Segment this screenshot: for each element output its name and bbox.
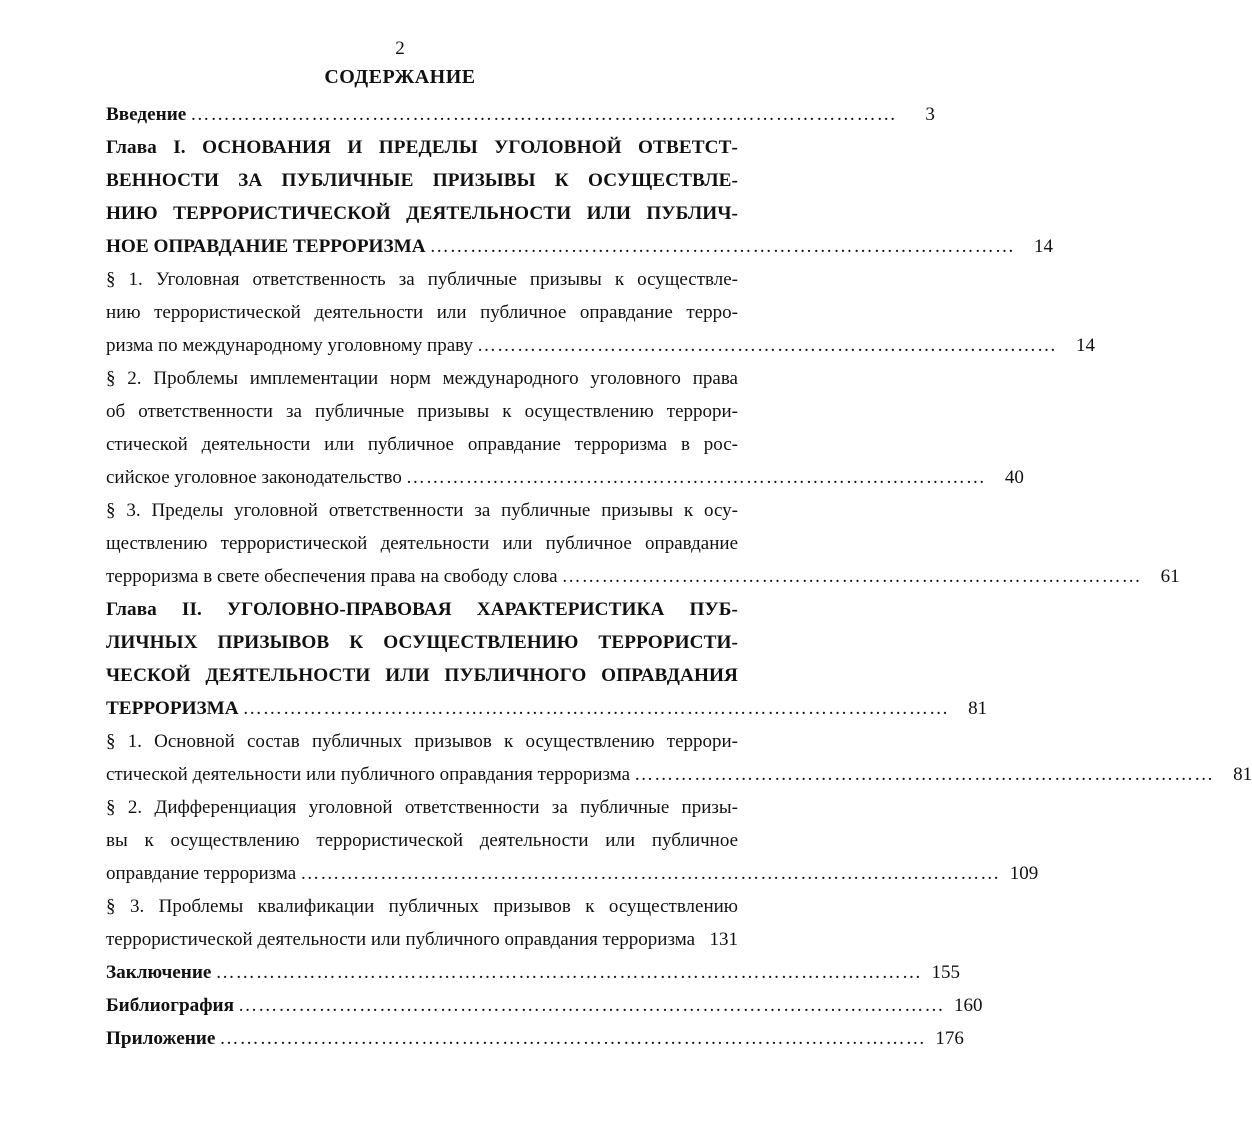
toc-entry-line: ЧЕСКОЙ ДЕЯТЕЛЬНОСТИ ИЛИ ПУБЛИЧНОГО ОПРАВДАНИЯ xyxy=(106,665,738,686)
toc-page-number: 155 xyxy=(931,962,960,983)
toc-entry-chapter-2-section-1[interactable] xyxy=(106,725,1252,791)
toc-entry-line: ществлению террористической деятельности или публичное оправдание xyxy=(106,533,738,554)
toc-entry-line: § 2. Дифференциация уголовной ответственности за публичные призы- xyxy=(106,797,738,818)
toc-entry-line: Глава II. УГОЛОВНО-ПРАВОВАЯ ХАРАКТЕРИСТИКА ПУБ- xyxy=(106,599,738,620)
toc-entry-title: НОЕ ОПРАВДАНИЕ ТЕРРОРИЗМА xyxy=(106,236,426,257)
toc-entry-line: об ответственности за публичные призывы к осуществлению террори- xyxy=(106,401,738,422)
toc-page-number: 61 xyxy=(1160,566,1180,587)
toc-page-number: 14 xyxy=(1075,335,1095,356)
dot-leader: …………………………………………………………………………… xyxy=(634,764,1215,785)
toc-entry-line: вы к осуществлению террористической деятельности или публичное xyxy=(106,830,738,851)
toc-entry-chapter-2-section-2[interactable] xyxy=(106,791,1039,890)
toc-entry-line: ЛИЧНЫХ ПРИЗЫВОВ К ОСУЩЕСТВЛЕНИЮ ТЕРРОРИСТИ- xyxy=(106,632,738,653)
toc-entry-title: ТЕРРОРИЗМА xyxy=(106,698,239,719)
toc-entry-line: стической деятельности или публичное оправдание терроризма в рос- xyxy=(106,434,738,455)
toc-entry-introduction[interactable] xyxy=(106,98,935,131)
toc-entry-chapter-1-section-3[interactable] xyxy=(106,494,1180,593)
dot-leader: …………………………………………………………………………………………… xyxy=(242,698,950,719)
toc-entry-title: сийское уголовное законодательство xyxy=(106,467,402,488)
dot-leader: …………………………………………………………………………… xyxy=(429,236,1016,257)
toc-entry-conclusion[interactable] xyxy=(106,956,960,989)
toc-page-number: 3 xyxy=(925,104,935,125)
toc-page-number: 14 xyxy=(1034,236,1054,257)
toc-entry-title: Приложение xyxy=(106,1028,216,1049)
toc-page-number: 40 xyxy=(1004,467,1024,488)
toc-entry-line: нию террористической деятельности или публичное оправдание терро- xyxy=(106,302,738,323)
toc-entry-chapter-1-section-1[interactable] xyxy=(106,263,1095,362)
toc-entry-line: § 2. Проблемы имплементации норм международного уголовного права xyxy=(106,368,738,389)
toc-entry-line: § 1. Основной состав публичных призывов к осуществлению террори- xyxy=(106,731,738,752)
toc-entry-appendix[interactable] xyxy=(106,1022,964,1055)
toc-entry-line: § 3. Проблемы квалификации публичных призывов к осуществлению xyxy=(106,896,738,917)
toc-entry-bibliography[interactable] xyxy=(106,989,983,1022)
toc-entry-title: оправдание терроризма xyxy=(106,863,297,884)
dot-leader: …………………………………………………………………………… xyxy=(476,335,1057,356)
dot-leader: …………………………………………………………………………………………… xyxy=(300,863,1001,884)
toc-entry-title: ризма по международному уголовному праву xyxy=(106,335,473,356)
toc-entry-title: терроризма в свете обеспечения права на свободу слова xyxy=(106,566,558,587)
toc-entry-chapter-2-section-3[interactable] xyxy=(106,890,738,956)
toc-page-number: 160 xyxy=(954,995,983,1016)
dot-leader: …………………………………………………………………………… xyxy=(405,467,986,488)
toc-page-number: 176 xyxy=(935,1028,964,1049)
table-of-contents xyxy=(106,98,1252,1055)
toc-entry-line: НИЮ ТЕРРОРИСТИЧЕСКОЙ ДЕЯТЕЛЬНОСТИ ИЛИ ПУБЛИЧ- xyxy=(106,203,738,224)
toc-entry-chapter-1-section-2[interactable] xyxy=(106,362,1024,494)
page-number: 2 xyxy=(395,38,405,59)
dot-leader: …………………………………………………………………………… xyxy=(561,566,1142,587)
toc-entry-line: § 1. Уголовная ответственность за публичные призывы к осуществле- xyxy=(106,269,738,290)
toc-entry-title: Заключение xyxy=(106,962,212,983)
toc-title: СОДЕРЖАНИЕ xyxy=(324,66,476,88)
dot-leader: …………………………………………………………………………………………… xyxy=(215,962,922,983)
dot-leader: …………………………………………………………………………………………… xyxy=(219,1028,926,1049)
toc-entry-title: стической деятельности или публичного оправдания терроризма xyxy=(106,764,631,785)
dot-leader: …………………………………………………………………………………………… xyxy=(190,104,897,125)
toc-entry-title: Введение xyxy=(106,104,187,125)
toc-page-number: 131 xyxy=(709,929,738,950)
dot-leader: …………………………………………………………………………………………… xyxy=(237,995,945,1016)
toc-entry-title: Библиография xyxy=(106,995,234,1016)
toc-page-number: 109 xyxy=(1009,863,1039,884)
toc-page-number: 81 xyxy=(1233,764,1252,785)
toc-entry-chapter-1[interactable] xyxy=(106,131,1054,263)
toc-entry-line: § 3. Пределы уголовной ответственности за публичные призывы к осу- xyxy=(106,500,738,521)
toc-entry-chapter-2[interactable] xyxy=(106,593,988,725)
toc-entry-title: террористической деятельности или публичного оправдания терроризма xyxy=(106,929,696,950)
toc-entry-line: Глава I. ОСНОВАНИЯ И ПРЕДЕЛЫ УГОЛОВНОЙ ОТВЕТСТ- xyxy=(106,137,738,158)
toc-page-number: 81 xyxy=(968,698,988,719)
toc-entry-line: ВЕННОСТИ ЗА ПУБЛИЧНЫЕ ПРИЗЫВЫ К ОСУЩЕСТВЛЕ- xyxy=(106,170,738,191)
